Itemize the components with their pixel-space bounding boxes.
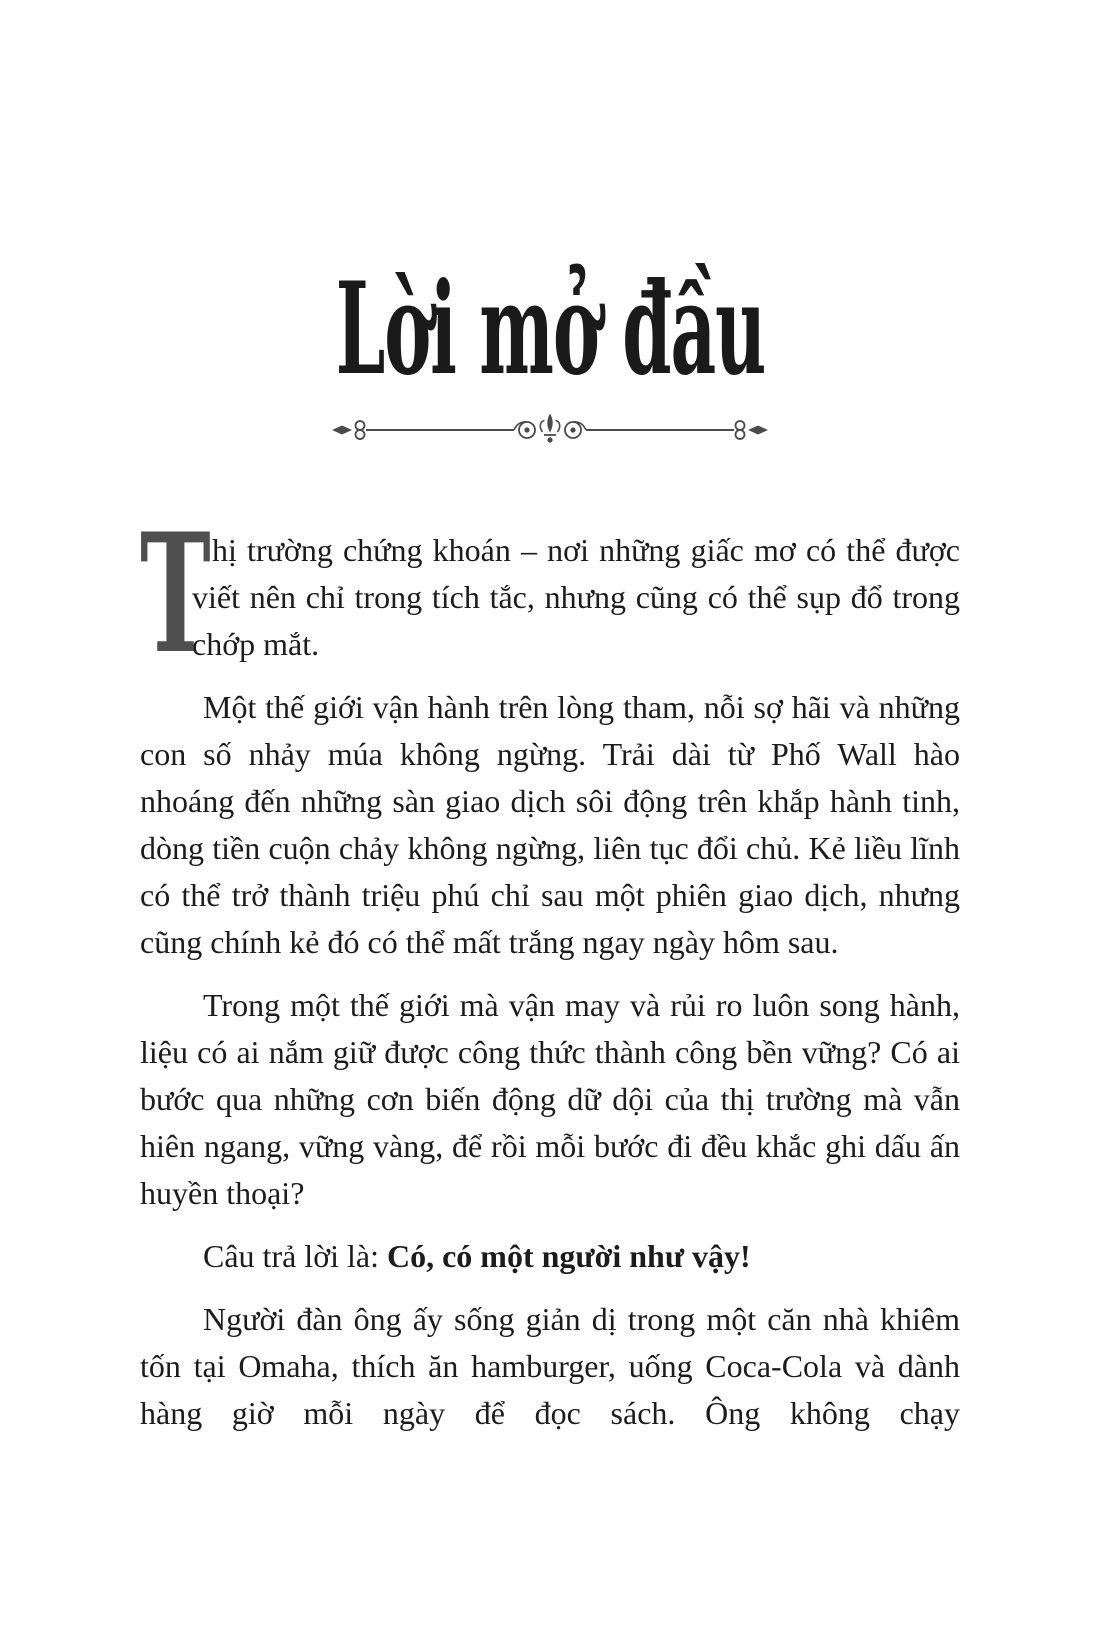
page-content (140, 497, 960, 1437)
page-title-text: Lời mở đầu (335, 255, 765, 403)
divider-ornament-icon (330, 410, 770, 450)
paragraph: Một thế giới vận hành trên lòng tham, nỗi sợ hãi và những con số nhảy múa không ngừng. Trải dài từ Phố Wall hào nhoáng đến những sàn giao dịch sôi động trên khắp hành tinh, dòng tiền cuộn chảy không ngừng, liên tục đổi chủ. Kẻ liều lĩnh có thể trở thành triệu phú chỉ sau một phiên giao dịch, nhưng cũng chính kẻ đó có thể mất trắng ngay ngày hôm sau. (140, 689, 960, 960)
paragraph-text: hị trường chứng khoán – nơi những giấc mơ có thể được viết nên chỉ trong tích tắc, nhưng cũng có thể sụp đổ trong chớp mắt. (192, 532, 960, 662)
answer-lead: Câu trả lời là: (203, 1238, 387, 1274)
page-title (140, 255, 960, 403)
paragraph: Trong một thế giới mà vận may và rủi ro luôn song hành, liệu có ai nắm giữ được công thức thành công bền vững? Có ai bước qua những cơn biến động dữ dội của thị trường mà vẫn hiên ngang, vững vàng, để rồi mỗi bước đi đều khắc ghi dấu ấn huyền thoại? (140, 987, 960, 1211)
paragraph-opening (140, 497, 960, 690)
drop-cap-letter: T (140, 497, 211, 690)
divider (140, 410, 960, 450)
paragraph: Người đàn ông ấy sống giản dị trong một căn nhà khiêm tốn tại Omaha, thích ăn hamburger, uống Coca-Cola và dành hàng giờ mỗi ngày để đọc sách. Ông không chạy (140, 1301, 960, 1431)
paragraph-answer (140, 1233, 960, 1280)
drop-cap (140, 497, 212, 690)
answer-bold: Có, có một người như vậy! (386, 1238, 751, 1274)
